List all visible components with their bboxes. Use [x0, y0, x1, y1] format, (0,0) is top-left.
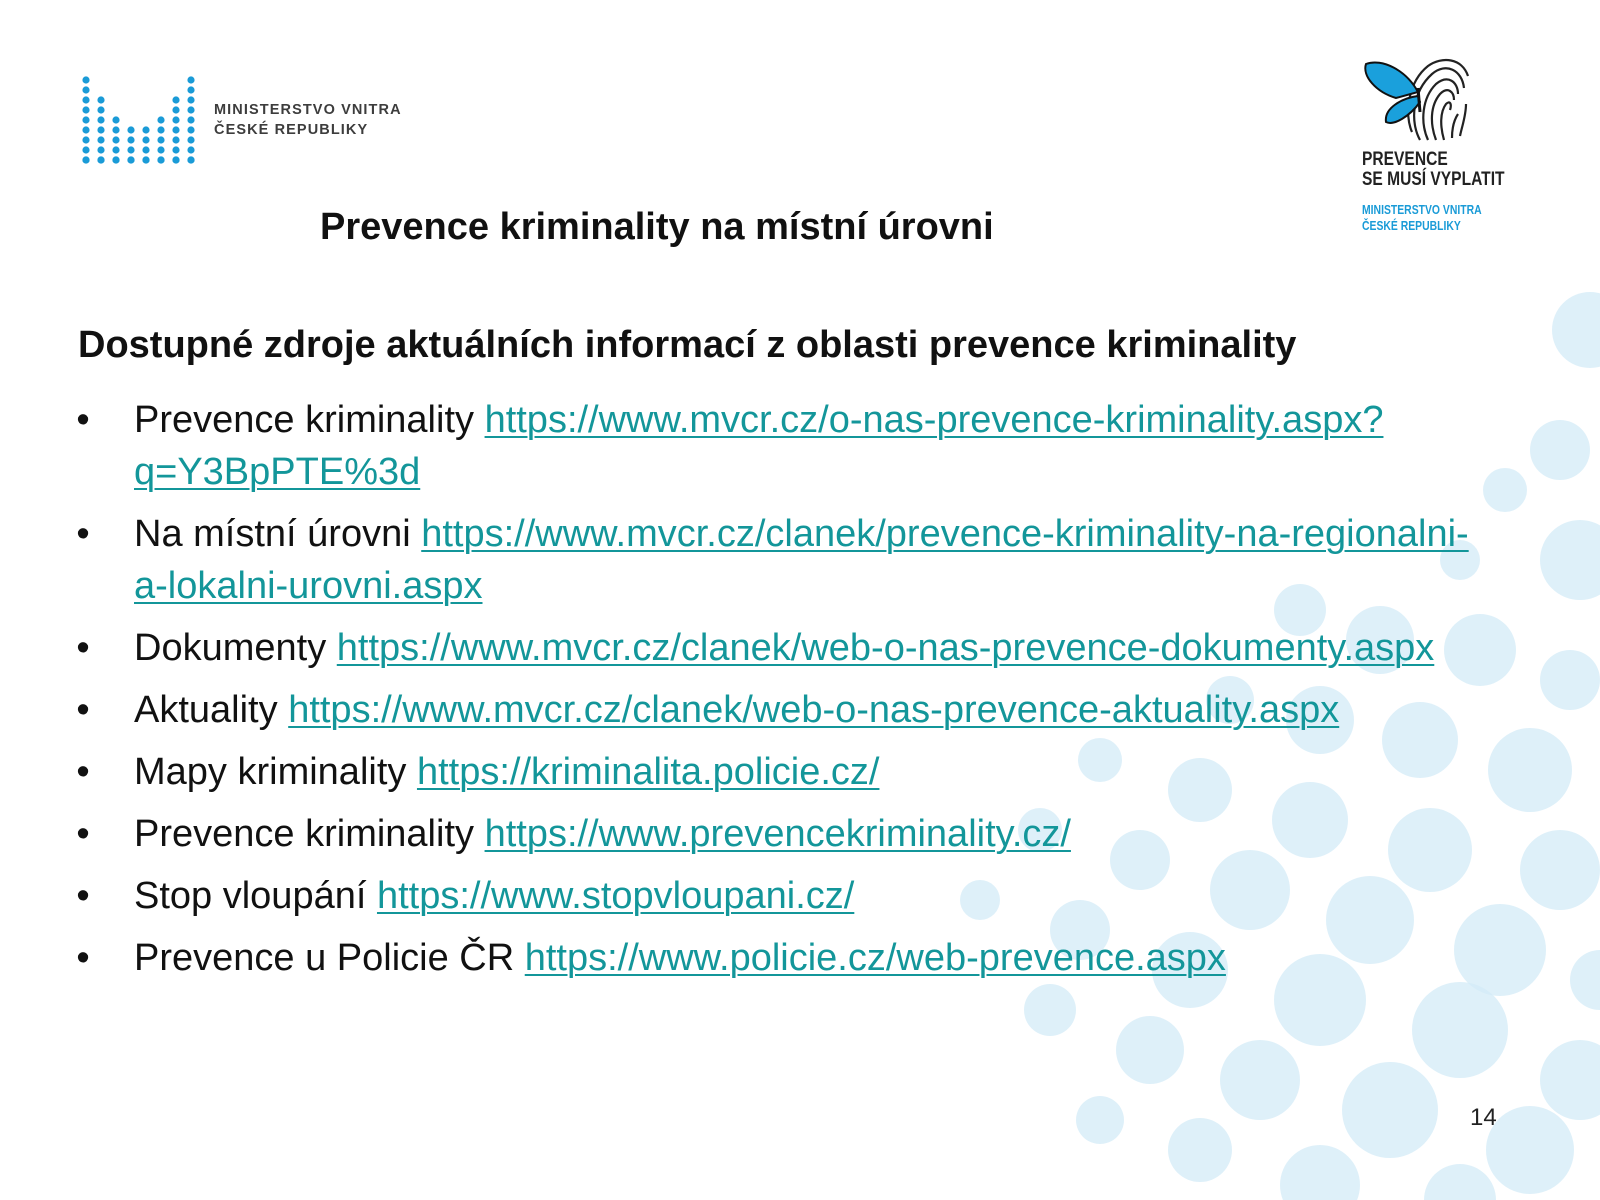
butterfly-fingerprint-icon [1362, 52, 1472, 144]
list-item [68, 684, 1498, 736]
resource-link[interactable]: https://www.policie.cz/web-prevence.aspx [524, 937, 1226, 979]
slide-title: Prevence kriminality na místní úrovni [320, 206, 994, 248]
item-label: Aktuality [134, 689, 278, 731]
item-label: Dokumenty [134, 627, 327, 669]
item-label: Mapy kriminality [134, 751, 407, 793]
item-label: Prevence kriminality [134, 813, 474, 855]
list-item [68, 508, 1498, 612]
bullet-icon: • [76, 875, 90, 917]
slogan-line: PREVENCE [1362, 149, 1448, 170]
bullet-icon: • [76, 937, 90, 979]
prevention-logo [1362, 52, 1572, 234]
list-item [68, 870, 1498, 922]
ministry-logo-line: MINISTERSTVO VNITRA [214, 102, 402, 118]
resource-link[interactable]: https://www.mvcr.cz/o-nas-prevence-kriminality.aspx?q=Y3BpPTE%3d [134, 399, 1384, 493]
item-label: Prevence kriminality [134, 399, 474, 441]
ministry-line: MINISTERSTVO VNITRA [1362, 202, 1482, 217]
item-label: Stop vloupání [134, 875, 367, 917]
slogan-line: SE MUSÍ VYPLATIT [1362, 169, 1505, 190]
list-item [68, 932, 1498, 984]
resource-link[interactable]: https://kriminalita.policie.cz/ [416, 751, 880, 793]
ministry-logo-text [214, 100, 402, 140]
list-item [68, 394, 1498, 498]
ministry-dots-emblem-icon [80, 74, 202, 166]
item-label: Prevence u Policie ČR [134, 937, 515, 979]
resource-link-list [68, 394, 1498, 994]
resource-link[interactable]: https://www.mvcr.cz/clanek/prevence-kriminality-na-regionalni-a-lokalni-urovni.aspx [134, 513, 1469, 607]
bullet-icon: • [76, 751, 90, 793]
resource-link[interactable]: https://www.stopvloupani.cz/ [376, 875, 855, 917]
item-label: Na místní úrovni [134, 513, 411, 555]
bullet-icon: • [76, 399, 90, 441]
prevention-slogan [1362, 150, 1534, 190]
resource-link[interactable]: https://www.prevencekriminality.cz/ [484, 813, 1071, 855]
bullet-icon: • [76, 513, 90, 555]
ministry-logo [80, 74, 402, 166]
list-item [68, 622, 1498, 674]
bullet-icon: • [76, 813, 90, 855]
resource-link[interactable]: https://www.mvcr.cz/clanek/web-o-nas-prevence-dokumenty.aspx [336, 627, 1435, 669]
ministry-logo-line: ČESKÉ REPUBLIKY [214, 122, 369, 138]
slide-subtitle: Dostupné zdroje aktuálních informací z oblasti prevence kriminality [78, 324, 1297, 366]
list-item [68, 746, 1498, 798]
prevention-ministry-text [1362, 202, 1530, 234]
bullet-icon: • [76, 689, 90, 731]
ministry-line: ČESKÉ REPUBLIKY [1362, 218, 1461, 233]
list-item [68, 808, 1498, 860]
bullet-icon: • [76, 627, 90, 669]
resource-link[interactable]: https://www.mvcr.cz/clanek/web-o-nas-prevence-aktuality.aspx [288, 689, 1340, 731]
page-number: 14 [1470, 1104, 1497, 1131]
